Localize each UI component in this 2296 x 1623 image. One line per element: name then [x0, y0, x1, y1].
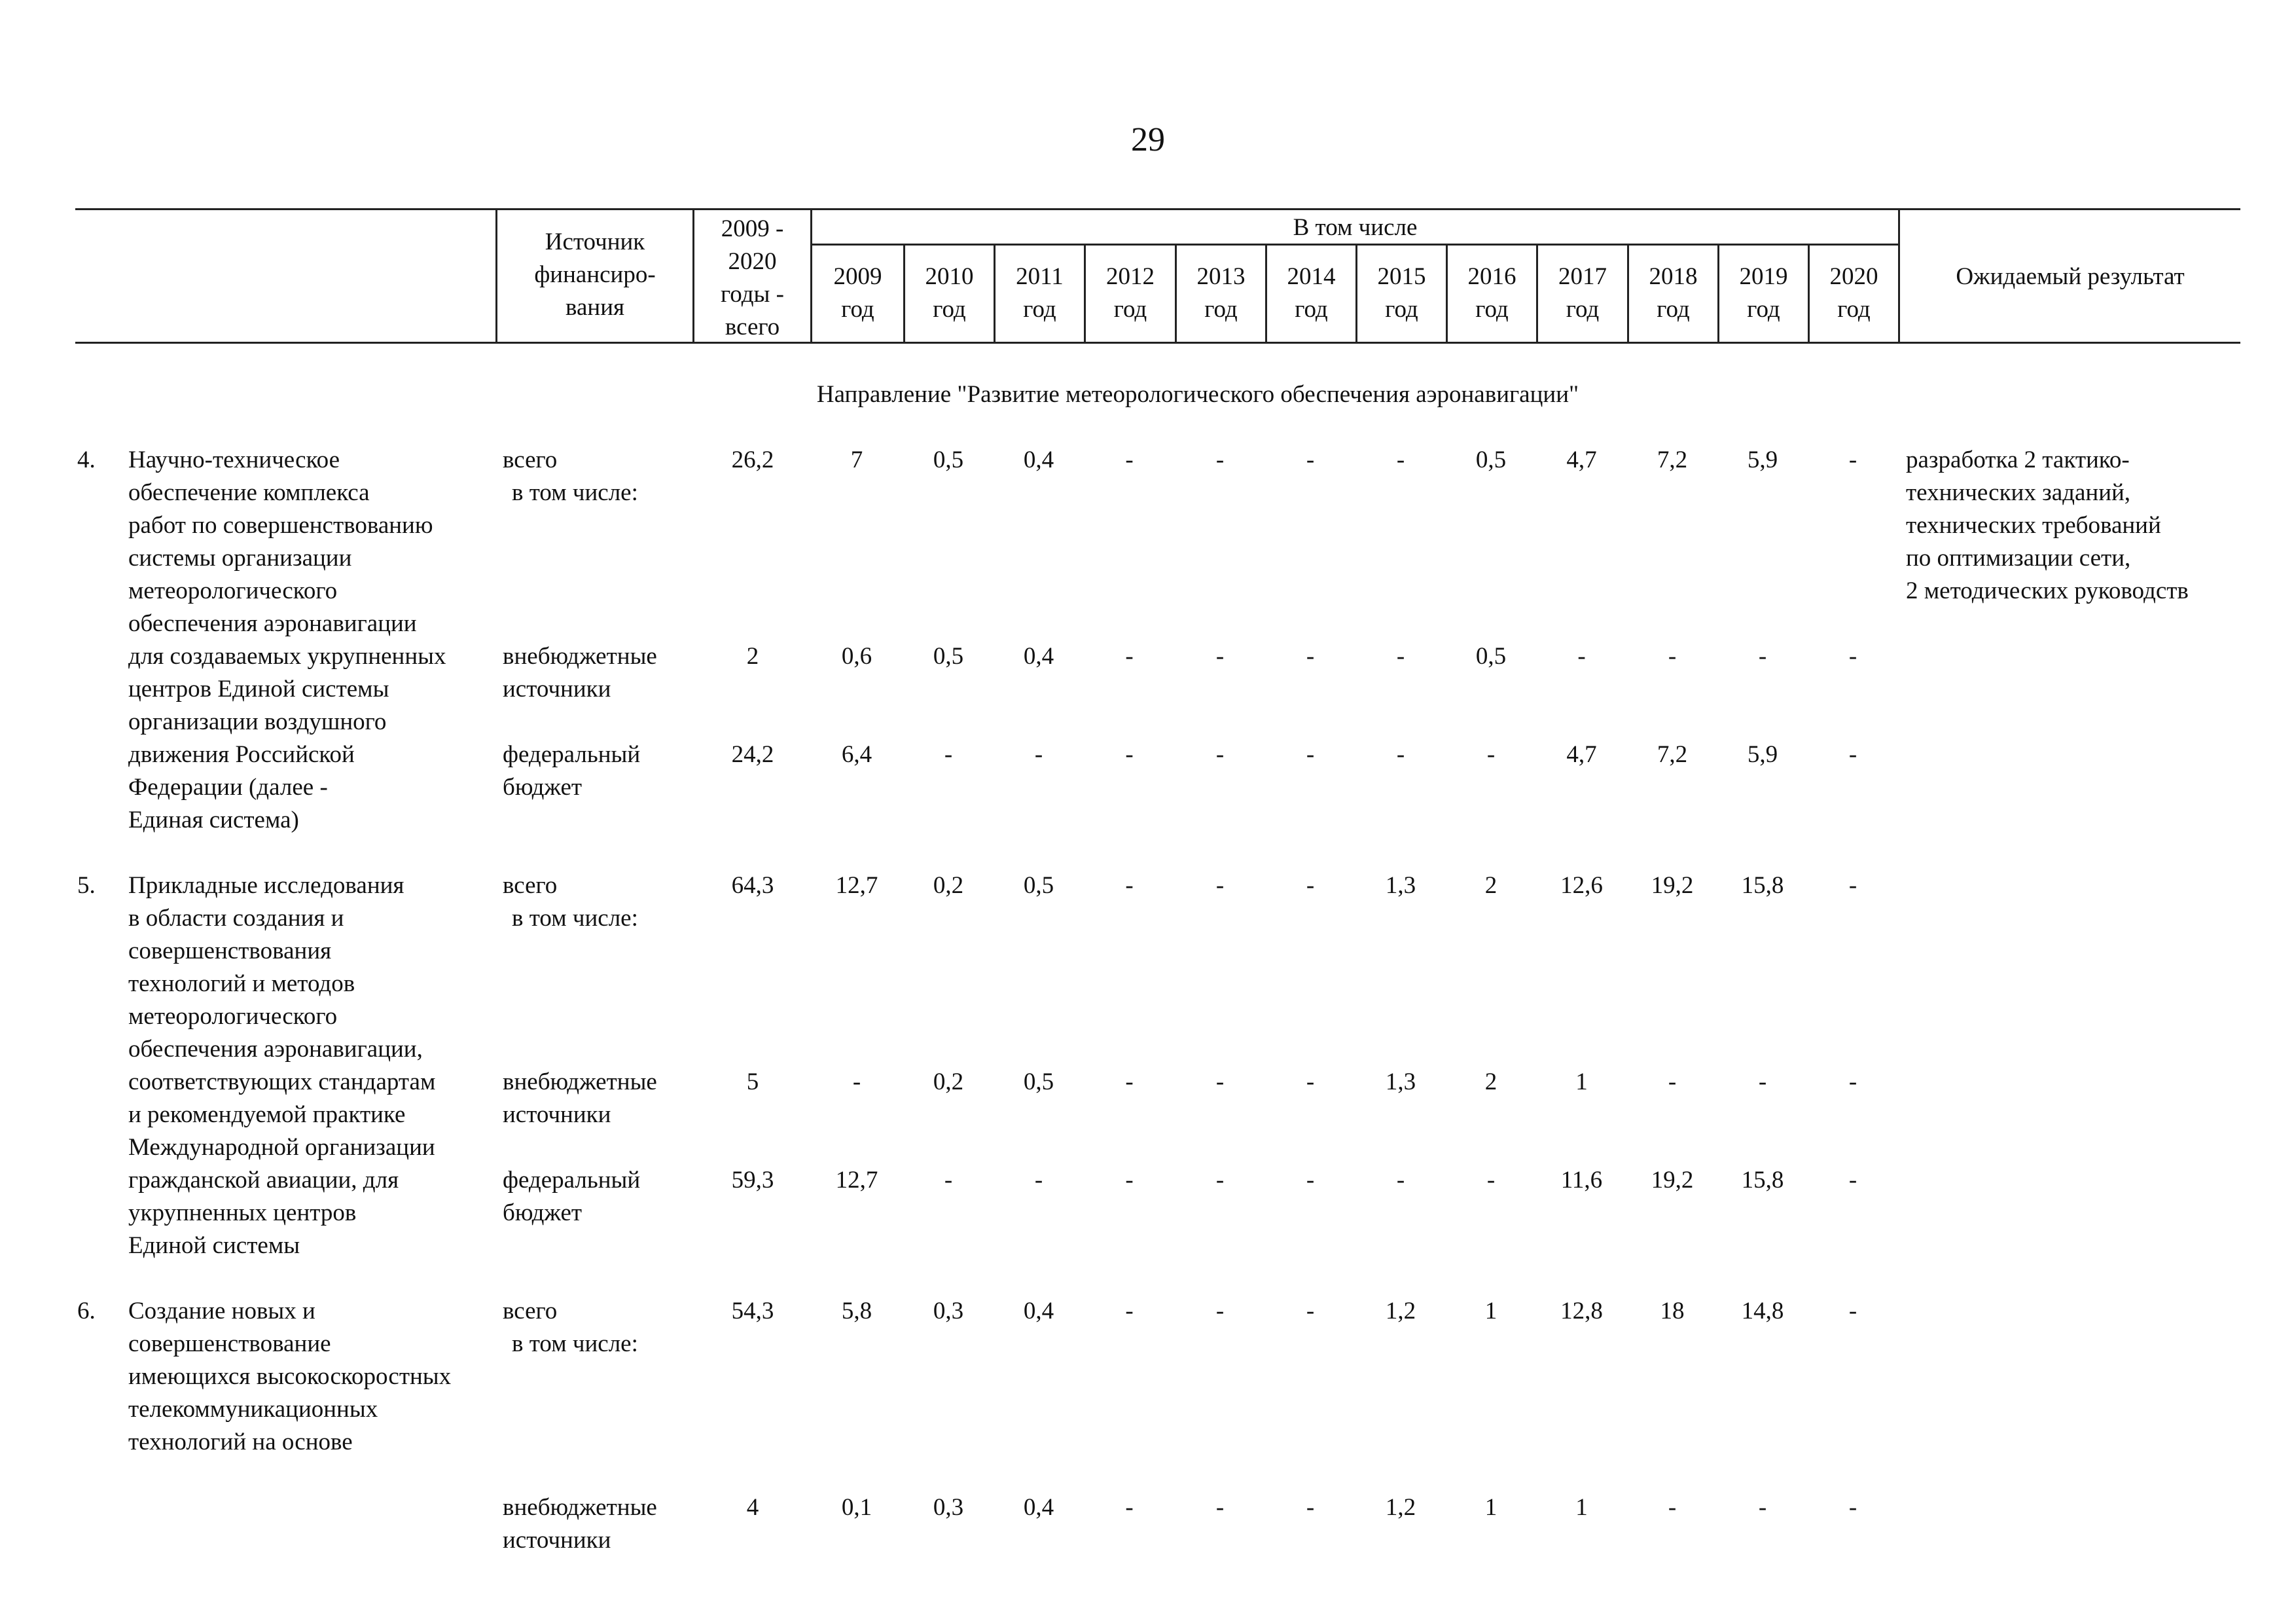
year-value: 12,7 [835, 1167, 878, 1194]
header-year-11: 2020 год [1829, 263, 1878, 323]
expected-result-line: разработка 2 тактико- [1906, 447, 2130, 473]
year-value: 5,9 [1747, 447, 1778, 473]
year-value: - [1306, 1167, 1315, 1194]
year-value: 0,2 [933, 872, 964, 899]
year-value: - [1396, 1167, 1405, 1194]
year-value: 2 [1484, 872, 1498, 899]
year-value: - [1577, 643, 1586, 670]
year-value: 1 [1575, 1494, 1588, 1521]
year-value: 0,5 [1475, 643, 1507, 670]
entry-name-line: Международной организации [128, 1134, 435, 1161]
year-value: - [1668, 1068, 1677, 1095]
year-value: 1 [1484, 1298, 1498, 1324]
year-value: - [1306, 1494, 1315, 1521]
year-value: - [1668, 643, 1677, 670]
entry-name-line: системы организации [128, 545, 352, 572]
year-value: 0,5 [1023, 1068, 1054, 1095]
year-value: 0,3 [933, 1298, 964, 1324]
entry-name-line: имеющихся высокоскоростных [128, 1363, 452, 1390]
header-year-2: 2011 год [1016, 263, 1064, 323]
entry-number: 6. [77, 1298, 96, 1324]
year-value: - [852, 1068, 861, 1095]
entry-name-line: и рекомендуемой практике [128, 1101, 406, 1128]
year-value: - [1758, 643, 1767, 670]
entry-name-line: в области создания и [128, 905, 344, 932]
entry-name-line: работ по совершенствованию [128, 512, 433, 539]
year-value: - [1306, 1298, 1315, 1324]
funding-source-line: всего [503, 872, 558, 899]
funding-source-line: внебюджетные [503, 1494, 657, 1521]
entry-name-line: Создание новых и [128, 1298, 315, 1324]
funding-source-line: внебюджетные [503, 643, 657, 670]
year-value: - [1215, 643, 1225, 670]
header-year-10: 2019 год [1739, 263, 1788, 323]
year-value: 6,4 [841, 741, 872, 768]
year-value: - [1396, 447, 1405, 473]
entry-name-line: укрупненных центров [128, 1199, 357, 1226]
expected-result-line: 2 методических руководств [1906, 577, 2189, 604]
year-value: - [1034, 1167, 1043, 1194]
year-value: - [1758, 1494, 1767, 1521]
header-including: В том числе [1293, 214, 1418, 241]
year-value: 0,4 [1023, 1494, 1054, 1521]
year-value: - [1848, 872, 1857, 899]
header-year-4: 2013 год [1196, 263, 1246, 323]
year-value: 0,1 [841, 1494, 872, 1521]
header-year-5: 2014 год [1287, 263, 1336, 323]
year-value: - [1125, 643, 1134, 670]
entry-name-line: Единая система) [128, 807, 299, 833]
year-value: - [1215, 872, 1225, 899]
expected-result-line: технических требований [1906, 512, 2161, 539]
year-value: 4,7 [1566, 447, 1597, 473]
header-year-8: 2017 год [1558, 263, 1607, 323]
entry-name-line: центров Единой системы [128, 676, 389, 702]
total-value: 4 [746, 1494, 759, 1521]
year-value: 15,8 [1741, 872, 1784, 899]
entry-name-line: обеспечение комплекса [128, 479, 370, 506]
year-value: - [1306, 1068, 1315, 1095]
year-value: 5,9 [1747, 741, 1778, 768]
entry-name-line: совершенствование [128, 1330, 331, 1357]
year-value: - [944, 1167, 953, 1194]
funding-source-line: в том числе: [512, 1330, 638, 1357]
year-value: - [944, 741, 953, 768]
total-value: 2 [746, 643, 759, 670]
year-value: 1,2 [1385, 1298, 1416, 1324]
expected-result-line: по оптимизации сети, [1906, 545, 2131, 572]
total-value: 26,2 [731, 447, 774, 473]
year-value: 0,4 [1023, 447, 1054, 473]
year-value: - [1396, 741, 1405, 768]
year-value: 12,6 [1560, 872, 1603, 899]
year-value: - [1215, 1068, 1225, 1095]
entry-name-line: обеспечения аэронавигации, [128, 1036, 423, 1063]
year-value: - [1306, 741, 1315, 768]
funding-source-line: в том числе: [512, 479, 638, 506]
entry-name-line: движения Российской [128, 741, 355, 768]
funding-source-line: внебюджетные [503, 1068, 657, 1095]
year-value: 11,6 [1560, 1167, 1603, 1194]
year-value: - [1848, 741, 1857, 768]
header-expected-result: Ожидаемый результат [1956, 263, 2185, 290]
header-year-7: 2016 год [1467, 263, 1516, 323]
year-value: - [1848, 1167, 1857, 1194]
direction-title: Направление "Развитие метеорологического обеспечения аэронавигации" [816, 381, 1579, 408]
funding-source-line: источники [503, 1101, 611, 1128]
funding-source-line: всего [503, 447, 558, 473]
year-value: 0,4 [1023, 643, 1054, 670]
total-value: 59,3 [731, 1167, 774, 1194]
entry-name-line: Прикладные исследования [128, 872, 404, 899]
entry-name-line: метеорологического [128, 577, 338, 604]
header-total: 2009 - 2020 годы - всего [721, 215, 784, 340]
entry-name-line: организации воздушного [128, 708, 387, 735]
year-value: 0,5 [933, 447, 964, 473]
funding-source-line: в том числе: [512, 905, 638, 932]
entry-number: 4. [77, 447, 96, 473]
year-value: - [1848, 1298, 1857, 1324]
funding-source-line: источники [503, 1527, 611, 1554]
entry-name-line: обеспечения аэронавигации [128, 610, 417, 637]
total-value: 5 [746, 1068, 759, 1095]
entry-name-line: соответствующих стандартам [128, 1068, 436, 1095]
year-value: - [1215, 1167, 1225, 1194]
header-year-3: 2012 год [1106, 263, 1155, 323]
year-value: 0,5 [1023, 872, 1054, 899]
year-value: - [1125, 1167, 1134, 1194]
year-value: - [1125, 872, 1134, 899]
year-value: 0,3 [933, 1494, 964, 1521]
funding-source-line: всего [503, 1298, 558, 1324]
entry-name-line: Федерации (далее - [128, 774, 328, 801]
year-value: - [1848, 447, 1857, 473]
year-value: - [1848, 1494, 1857, 1521]
year-value: 0,5 [933, 643, 964, 670]
year-value: 0,5 [1475, 447, 1507, 473]
year-value: 0,4 [1023, 1298, 1054, 1324]
year-value: 15,8 [1741, 1167, 1784, 1194]
entry-name-line: телекоммуникационных [128, 1396, 378, 1423]
funding-source-line: федеральный [503, 1167, 641, 1194]
year-value: - [1758, 1068, 1767, 1095]
funding-source-line: источники [503, 676, 611, 702]
year-value: 7,2 [1657, 741, 1688, 768]
year-value: 19,2 [1651, 872, 1694, 899]
year-value: - [1306, 643, 1315, 670]
year-value: - [1486, 741, 1496, 768]
funding-source-line: федеральный [503, 741, 641, 768]
header-year-6: 2015 год [1377, 263, 1426, 323]
year-value: - [1848, 1068, 1857, 1095]
year-value: 5,8 [841, 1298, 872, 1324]
year-value: 1 [1575, 1068, 1588, 1095]
entry-name-line: метеорологического [128, 1003, 338, 1030]
year-value: 1,3 [1385, 872, 1416, 899]
year-value: - [1125, 1298, 1134, 1324]
year-value: 18 [1660, 1298, 1685, 1324]
year-value: 4,7 [1566, 741, 1597, 768]
entry-name-line: технологий на основе [128, 1429, 353, 1455]
year-value: - [1215, 1494, 1225, 1521]
header-year-0: 2009 год [833, 263, 882, 323]
header-year-9: 2018 год [1649, 263, 1698, 323]
year-value: - [1848, 643, 1857, 670]
year-value: - [1396, 643, 1405, 670]
year-value: 1 [1484, 1494, 1498, 1521]
year-value: - [1125, 1494, 1134, 1521]
entry-name-line: технологий и методов [128, 970, 355, 997]
total-value: 24,2 [731, 741, 774, 768]
year-value: - [1306, 872, 1315, 899]
total-value: 54,3 [731, 1298, 774, 1324]
entry-name-line: совершенствования [128, 938, 332, 964]
year-value: - [1486, 1167, 1496, 1194]
year-value: 2 [1484, 1068, 1498, 1095]
year-value: 0,6 [841, 643, 872, 670]
entry-name-line: для создаваемых укрупненных [128, 643, 446, 670]
funding-source-line: бюджет [503, 774, 583, 801]
funding-source-line: бюджет [503, 1199, 583, 1226]
year-value: 7 [850, 447, 863, 473]
year-value: 7,2 [1657, 447, 1688, 473]
year-value: - [1215, 447, 1225, 473]
expected-result-line: технических заданий, [1906, 479, 2131, 506]
year-value: 1,2 [1385, 1494, 1416, 1521]
total-value: 64,3 [731, 872, 774, 899]
year-value: - [1125, 1068, 1134, 1095]
year-value: 12,7 [835, 872, 878, 899]
year-value: - [1215, 741, 1225, 768]
entry-number: 5. [77, 872, 96, 899]
year-value: - [1125, 741, 1134, 768]
header-year-1: 2010 год [925, 263, 974, 323]
year-value: - [1306, 447, 1315, 473]
page-number: 29 [1131, 121, 1165, 158]
year-value: - [1215, 1298, 1225, 1324]
year-value: 14,8 [1741, 1298, 1784, 1324]
header-bottom-rule [75, 342, 2240, 344]
year-value: 19,2 [1651, 1167, 1694, 1194]
header-top-rule [75, 208, 2240, 210]
year-value: - [1125, 447, 1134, 473]
header-source: Источник финансиро- вания [534, 228, 656, 321]
entry-name-line: Единой системы [128, 1232, 300, 1259]
year-value: 12,8 [1560, 1298, 1603, 1324]
year-value: - [1034, 741, 1043, 768]
year-value: - [1668, 1494, 1677, 1521]
entry-name-line: Научно-техническое [128, 447, 340, 473]
year-value: 0,2 [933, 1068, 964, 1095]
year-value: 1,3 [1385, 1068, 1416, 1095]
entry-name-line: гражданской авиации, для [128, 1167, 399, 1194]
